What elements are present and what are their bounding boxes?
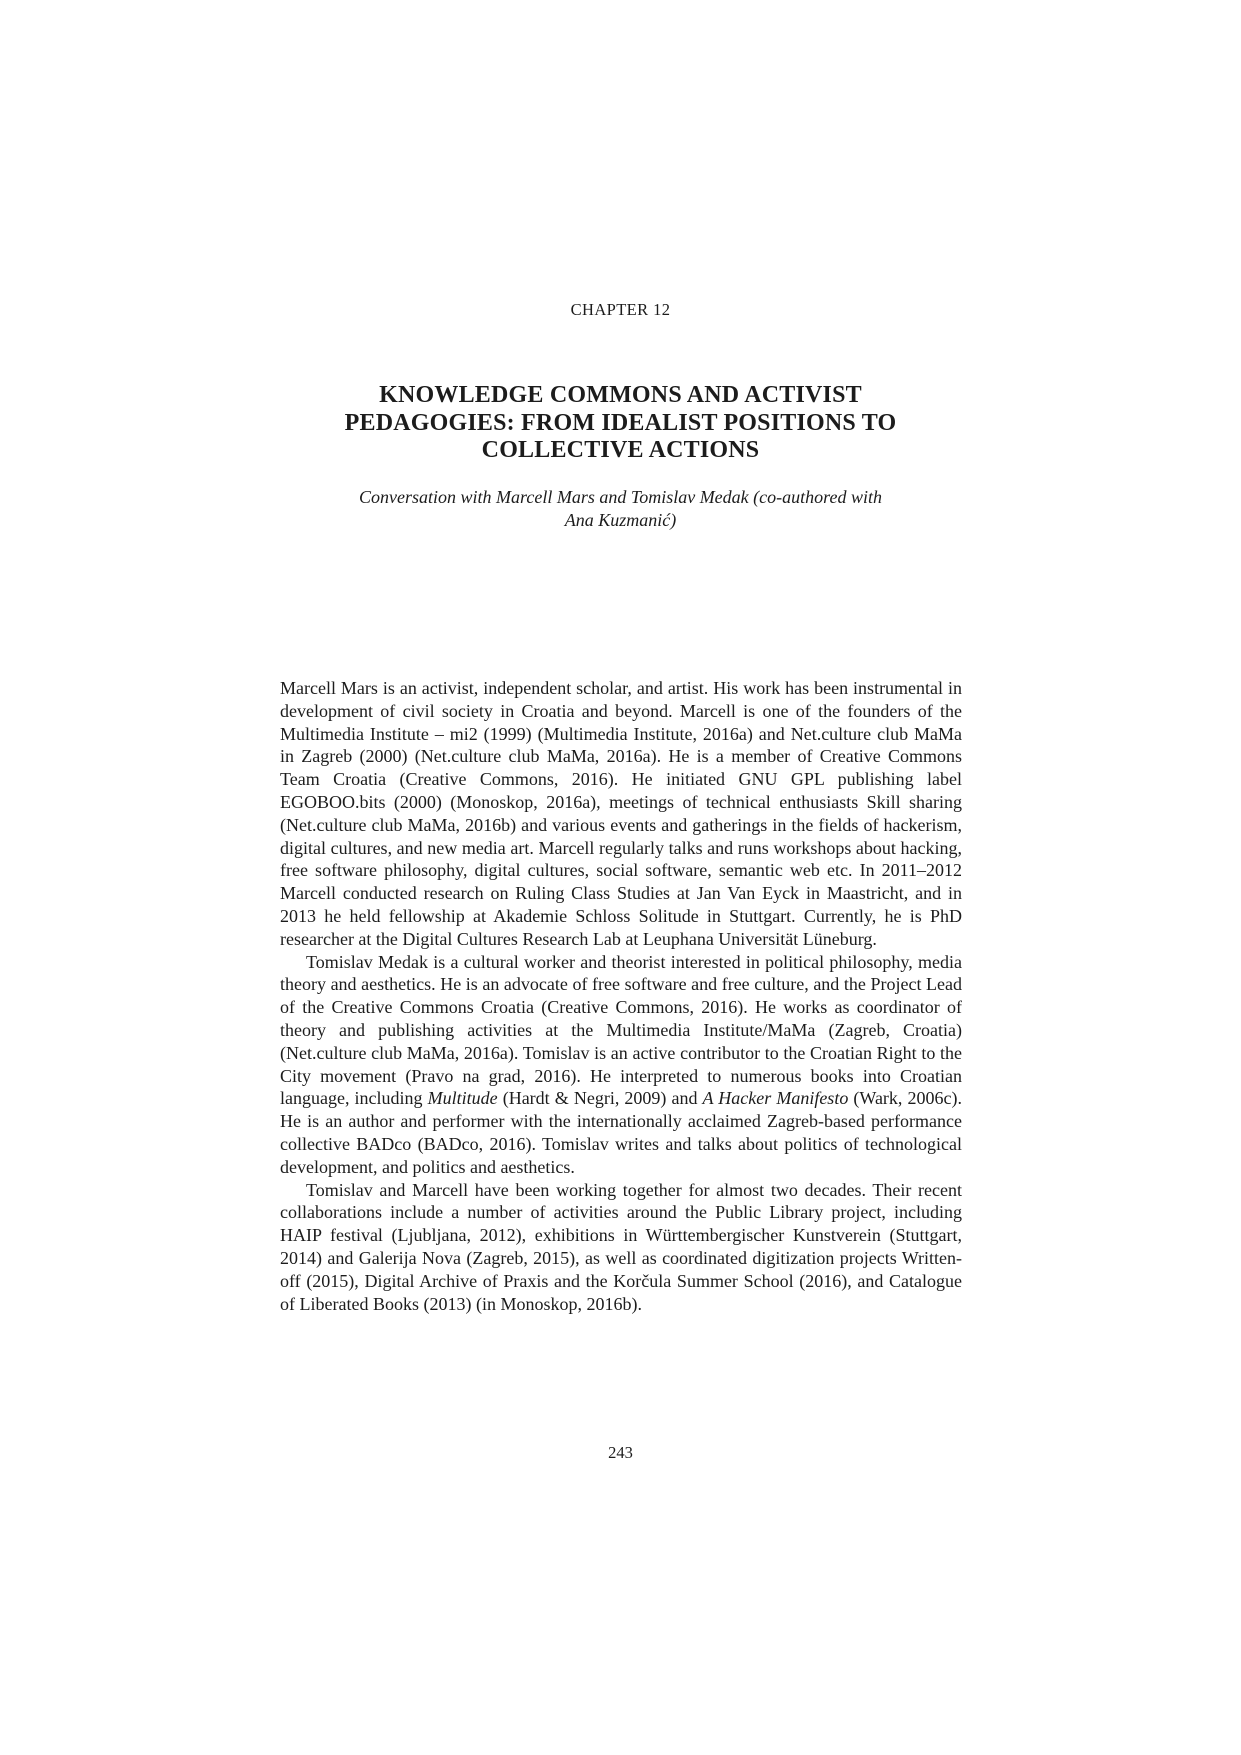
chapter-title-line-3: COLLECTIVE ACTIONS — [481, 437, 760, 463]
chapter-label: CHAPTER 12 — [570, 300, 671, 319]
text-run: Marcell Mars is an activist, independent scholar, and artist. His work has been instrumental in development of civil society in Croatia and beyond. Marcell is one of the founders of the Multimedia Institute – mi2 (1999) (Multimedia Institute, 2016a) and Net.culture club MaMa in Zagreb (2000) (Net.culture club MaMa, 2016a). He is a member of Creative Commons Team Croatia (Creative Commons, 2016). He initiated GNU GPL publishing label EGOBOO.bits (2000) (Monoskop, 2016a), meetings of technical enthusiasts Skill sharing (Net.culture club MaMa, 2016b) and various events and gatherings in the fields of hackerism, digital cultures, and new media art. Marcell regularly talks and runs workshops about hacking, free software philosophy, digital cultures, social software, semantic web etc. In 2011–2012 Marcell conducted research on Ruling Class Studies at Jan Van Eyck in Maastricht, and in 2013 he held fellowship at Akademie Schloss Solitude in Stuttgart. Currently, he is PhD researcher at the Digital Cultures Research Lab at Leuphana Universität Lüneburg. — [280, 678, 962, 949]
chapter-title-line-2: PEDAGOGIES: FROM IDEALIST POSITIONS TO — [344, 409, 897, 436]
chapter-subtitle-line-1: Conversation with Marcell Mars and Tomislav Medak (co-authored with — [359, 487, 882, 507]
paragraph — [280, 951, 962, 1179]
italic-text-run: A Hacker Manifesto — [702, 1088, 849, 1109]
paragraph — [280, 677, 962, 951]
chapter-title-line-1: KNOWLEDGE COMMONS AND ACTIVIST — [379, 382, 862, 408]
chapter-title — [0, 382, 1241, 465]
text-run: Tomislav Medak is a cultural worker and theorist interested in political philosophy, media theory and aesthetics. He is an advocate of free software and free culture, and the Project Lead of the Creative Commons Croatia (Creative Commons, 2016). He works as coordinator of theory and publishing activities at the Multimedia Institute/MaMa (Zagreb, Croatia) (Net.culture club MaMa, 2016a). Tomislav is an active contributor to the Croatian Right to the City movement (Pravo na grad, 2016). He interpreted to numerous books into Croatian language, including — [280, 951, 962, 1109]
body-paragraphs — [280, 677, 962, 1315]
chapter-subtitle-line-2: Ana Kuzmanić) — [564, 509, 677, 530]
paragraph — [280, 1179, 962, 1316]
text-run: (Hardt & Negri, 2009) and — [497, 1088, 703, 1109]
text-run: (Wark, 2006c). He is an author and performer with the internationally acclaimed Zagreb-based performance collective BADco (BADco, 2016). Tomislav writes and talks about politics of technological development, and politics and aesthetics. — [280, 1088, 962, 1177]
page-number: 243 — [608, 1443, 633, 1462]
chapter-subtitle — [0, 486, 1241, 531]
italic-text-run: Multitude — [427, 1088, 498, 1109]
text-run: Tomislav and Marcell have been working together for almost two decades. Their recent collaborations include a number of activities around the Public Library project, including HAIP festival (Ljubljana, 2012), exhibitions in Württembergischer Kunstverein (Stuttgart, 2014) and Galerija Nova (Zagreb, 2015), as well as coordinated digitization projects Written-off (2015), Digital Archive of Praxis and the Korčula Summer School (2016), and Catalogue of Liberated Books (2013) (in Monoskop, 2016b). — [280, 1179, 962, 1314]
